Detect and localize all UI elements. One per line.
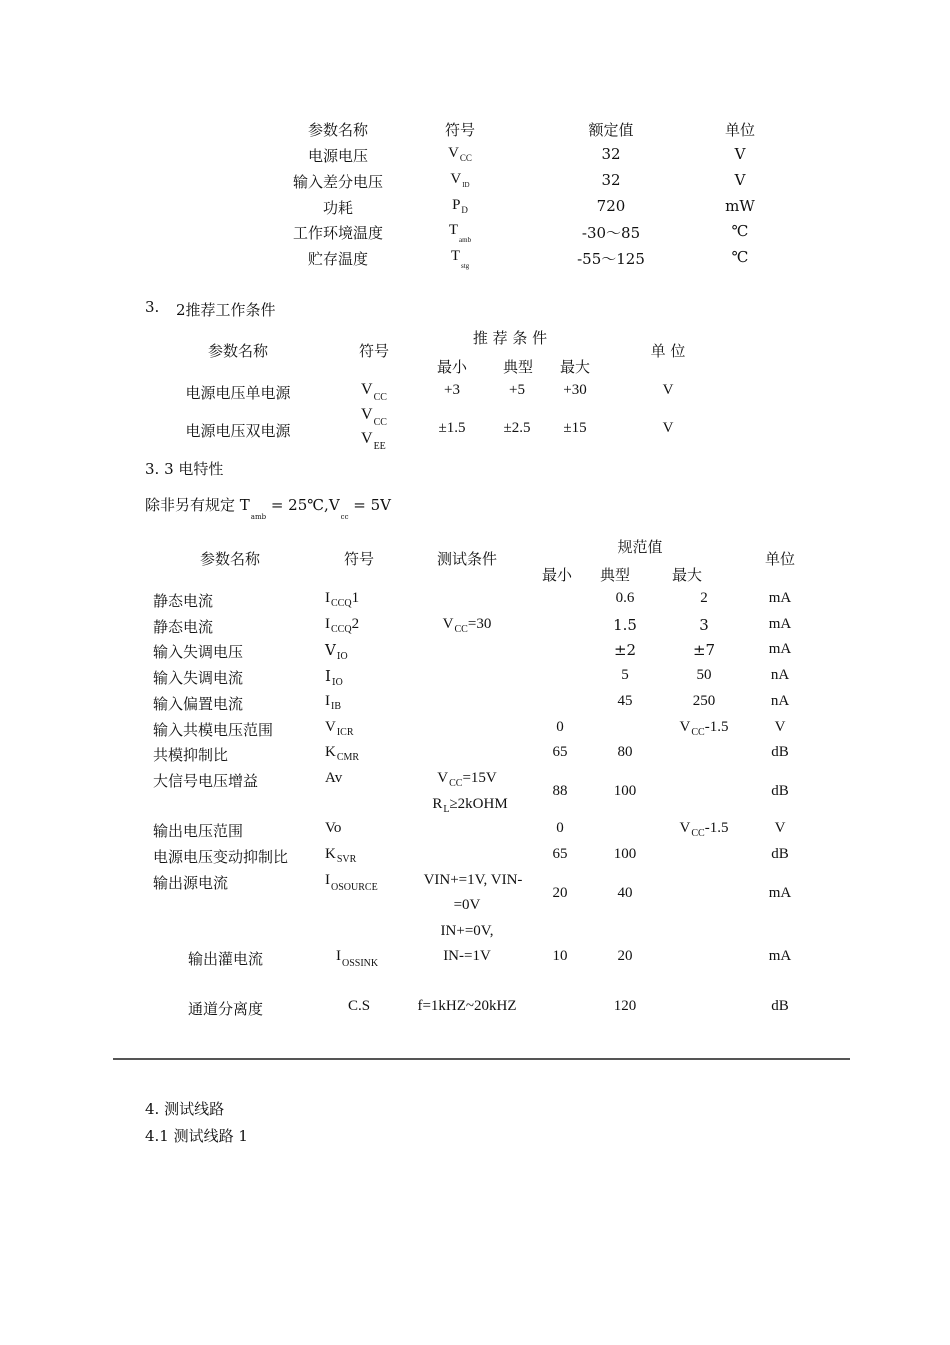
row-symbol-vcc: $V_{CC}$ <box>361 406 387 428</box>
row-name: 静态电流 <box>153 618 214 636</box>
header-min: 最小 <box>436 358 468 376</box>
row-unit: dB <box>771 846 789 862</box>
row-symbol: Vo <box>325 820 342 836</box>
row-symbol: $I_{CCQ}1$ <box>325 590 360 609</box>
row-min: ±1.5 <box>438 420 466 436</box>
row-symbol: $V_{CC}$ <box>361 381 387 403</box>
row-name: 功耗 <box>322 199 354 217</box>
row-symbol: $K_{SVR}$ <box>325 846 357 865</box>
row-unit: dB <box>771 783 789 799</box>
row-name: 共模抑制比 <box>153 746 229 764</box>
row-unit: V <box>774 719 786 735</box>
header-name: 参数名称 <box>207 342 269 360</box>
row-max: 3 <box>699 616 709 634</box>
row-value: -30～85 <box>581 224 641 242</box>
row-typ: 100 <box>613 783 637 799</box>
header-symbol: 符号 <box>444 121 476 139</box>
row-name: 输入偏置电流 <box>153 695 244 713</box>
header-max: 最大 <box>671 566 703 584</box>
row-max: $V_{CC}-1.5$ <box>679 820 729 839</box>
header-max: 最大 <box>559 358 591 376</box>
row-min: +3 <box>444 382 460 398</box>
header-unit: 单 位 <box>650 342 686 360</box>
row-unit: ℃ <box>731 248 749 266</box>
row-unit: mA <box>768 641 792 657</box>
row-symbol: $V_{IO}$ <box>325 641 348 662</box>
row-symbol: $V_{ICR}$ <box>325 719 354 738</box>
row-max: 50 <box>696 667 712 683</box>
row-symbol: $P_D$ <box>452 197 468 215</box>
header-symbol: 符号 <box>358 342 390 360</box>
row-symbol: $I_{IB}$ <box>325 693 341 712</box>
header-group: 规范值 <box>617 538 663 556</box>
row-name: 静态电流 <box>153 592 214 610</box>
section-title: 2推荐工作条件 <box>176 301 276 319</box>
row-name: 输入共模电压范围 <box>153 721 274 739</box>
row-name: 通道分离度 <box>188 1000 264 1018</box>
row-name: 输出灌电流 <box>188 950 264 968</box>
header-typ: 典型 <box>502 358 534 376</box>
row-symbol: Av <box>325 770 343 786</box>
row-name: 贮存温度 <box>307 250 369 268</box>
row-value: 32 <box>601 171 621 189</box>
row-max: +30 <box>563 382 587 398</box>
row-condition-line2: $R_L\ge 2kOHM$ <box>432 796 508 815</box>
header-min: 最小 <box>541 566 573 584</box>
row-symbol: $I_{OSOURCE}$ <box>325 872 378 893</box>
row-name: 输入差分电压 <box>292 173 384 191</box>
row-max: ±15 <box>563 420 587 436</box>
row-symbol: $T_{amb}$ <box>448 222 472 244</box>
section-title: 3. 3 电特性 <box>145 460 224 478</box>
row-name: 电源电压双电源 <box>185 422 291 440</box>
row-name: 电源电压单电源 <box>185 384 291 402</box>
section-number: 3. <box>145 298 160 316</box>
row-symbol: $I_{OSSINK}$ <box>336 948 379 969</box>
row-symbol: $T_{stg}$ <box>450 248 470 270</box>
row-typ: ±2 <box>613 641 637 659</box>
row-unit: mA <box>768 616 792 632</box>
row-unit: V <box>734 145 746 163</box>
row-typ: 100 <box>613 846 637 862</box>
row-unit: dB <box>771 744 789 760</box>
row-condition-line1: IN+=0V, <box>440 923 494 939</box>
row-condition-line1: $V_{CC}=15V$ <box>437 770 497 789</box>
row-typ: 120 <box>613 998 637 1014</box>
row-unit: V <box>662 382 674 398</box>
row-max: ±7 <box>692 641 716 659</box>
row-typ: 0.6 <box>615 590 635 606</box>
row-symbol: $V_{CC}$ <box>448 145 472 163</box>
row-max: 250 <box>692 693 716 709</box>
row-typ: ±2.5 <box>503 420 531 436</box>
row-min: 65 <box>552 744 568 760</box>
header-unit: 单位 <box>764 550 796 568</box>
row-value: 720 <box>596 197 626 215</box>
header-typ: 典型 <box>599 566 631 584</box>
header-name: 参数名称 <box>307 121 369 139</box>
row-symbol: $I_{CCQ}2$ <box>325 616 360 635</box>
row-name: 输出电压范围 <box>153 822 244 840</box>
row-name: 电源电压 <box>307 147 369 165</box>
row-condition-line2: =0V <box>453 897 481 913</box>
row-unit: mW <box>725 197 755 215</box>
row-min: 10 <box>552 948 568 964</box>
header-unit: 单位 <box>724 121 756 139</box>
row-max: $V_{CC}-1.5$ <box>679 719 729 738</box>
row-unit: nA <box>770 693 790 709</box>
row-min: 88 <box>552 783 568 799</box>
row-typ: 20 <box>617 948 633 964</box>
row-unit: mA <box>768 590 792 606</box>
row-min: 20 <box>552 885 568 901</box>
row-symbol-vee: $V_{EE}$ <box>361 430 386 452</box>
test-condition-note: 除非另有规定 $T_{amb}$ = $25℃,V_{cc} = 5V$ <box>145 496 391 521</box>
row-name: 输入失调电压 <box>153 643 244 661</box>
row-unit: V <box>774 820 786 836</box>
row-typ: 1.5 <box>613 616 637 634</box>
row-typ: 45 <box>617 693 633 709</box>
row-min: 65 <box>552 846 568 862</box>
row-symbol: $I_{IO}$ <box>325 667 343 688</box>
row-typ: +5 <box>509 382 525 398</box>
row-condition: f=1kHZ~20kHZ <box>417 998 517 1014</box>
row-name: 工作环境温度 <box>292 224 384 242</box>
row-name: 输入失调电流 <box>153 669 244 687</box>
row-condition: $V_{CC}=30$ <box>442 616 492 635</box>
row-unit: nA <box>770 667 790 683</box>
horizontal-rule <box>113 1058 850 1060</box>
header-rating: 额定值 <box>588 121 634 139</box>
row-unit: mA <box>768 885 792 901</box>
row-typ: 5 <box>621 667 629 683</box>
row-symbol: $V_{ID}$ <box>450 171 470 189</box>
row-typ: 40 <box>617 885 633 901</box>
row-value: -55～125 <box>577 250 645 268</box>
row-max: 2 <box>700 590 708 606</box>
row-unit: mA <box>768 948 792 964</box>
row-value: 32 <box>601 145 621 163</box>
row-condition-line2: IN-=1V <box>443 948 491 964</box>
header-group: 推 荐 条 件 <box>472 329 548 347</box>
row-unit: V <box>734 171 746 189</box>
header-symbol: 符号 <box>343 550 375 568</box>
row-name: 电源电压变动抑制比 <box>153 848 289 866</box>
row-unit: V <box>662 420 674 436</box>
row-typ: 80 <box>617 744 633 760</box>
section-title: 4. 测试线路 <box>145 1100 225 1118</box>
row-name: 大信号电压增益 <box>153 772 259 790</box>
row-symbol: $K_{CMR}$ <box>325 744 360 763</box>
row-min: 0 <box>556 820 564 836</box>
header-condition: 测试条件 <box>436 550 498 568</box>
row-name: 输出源电流 <box>153 874 229 892</box>
header-name: 参数名称 <box>199 550 261 568</box>
row-unit: dB <box>771 998 789 1014</box>
row-min: 0 <box>556 719 564 735</box>
row-unit: ℃ <box>731 222 749 240</box>
row-symbol: C.S <box>347 998 371 1014</box>
subsection-title: 4.1 测试线路 1 <box>145 1127 248 1145</box>
row-condition-line1: VIN+=1V, VIN- <box>423 872 523 888</box>
